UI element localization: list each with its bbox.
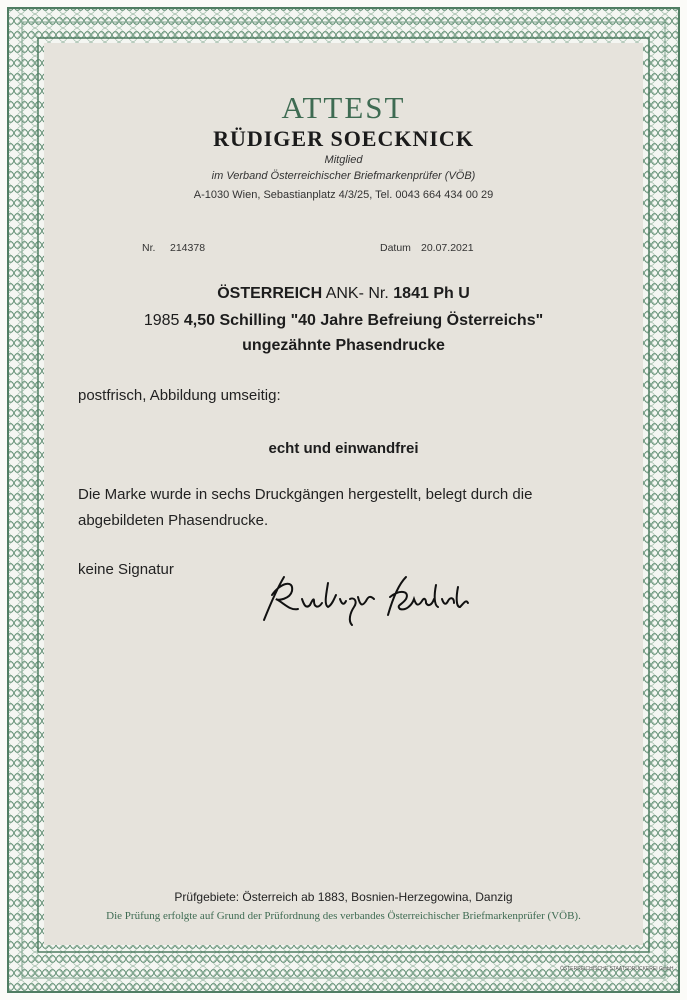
examiner-name: RÜDIGER SOECKNICK [213, 126, 474, 151]
printer-imprint: ÖSTERREICHISCHE STAATSDRUCKEREI GmbH [560, 966, 674, 972]
date-label: Datum [380, 242, 411, 254]
address-line: A-1030 Wien, Sebastianplatz 4/3/25, Tel. 0043 664 434 00 29 [193, 189, 494, 201]
number-label: Nr. [142, 242, 156, 254]
number-value: 214378 [170, 242, 206, 254]
note-line-1: Die Marke wurde in sechs Druckgängen hergestellt, belegt durch die [78, 486, 533, 503]
verdict-text: echt und einwandfrei [268, 440, 419, 457]
country: ÖSTERREICH [217, 285, 323, 302]
examination-areas: Prüfgebiete: Österreich ab 1883, Bosnien-Herzegowina, Danzig [174, 890, 513, 904]
issue-year: 1985 [143, 312, 180, 329]
association-text: im Verband Österreichischer Briefmarkenprüfer (VÖB) [211, 170, 476, 182]
handwritten-signature [250, 565, 480, 635]
stamp-catalog-line [0, 285, 687, 303]
ank-number: 1841 Ph U [393, 285, 470, 302]
examination-rules: Die Prüfung erfolgte auf Grund der Prüfordnung des verbandes Österreichischer Briefmarkenprüfer (VÖB). [106, 910, 581, 922]
certificate-title: ATTEST [281, 90, 406, 125]
date-value: 20.07.2021 [421, 242, 474, 254]
condition-text: postfrisch, Abbildung umseitig: [78, 387, 281, 404]
note-line-2: abgebildeten Phasendrucke. [78, 512, 269, 529]
stamp-issue-line [0, 312, 687, 330]
stamp-description: ungezähnte Phasendrucke [242, 337, 445, 354]
member-label: Mitglied [324, 154, 363, 166]
signature-note: keine Signatur [78, 561, 174, 578]
issue-value: 4,50 Schilling "40 Jahre Befreiung Österreichs" [183, 312, 544, 329]
ank-label: ANK- Nr. [325, 285, 389, 302]
